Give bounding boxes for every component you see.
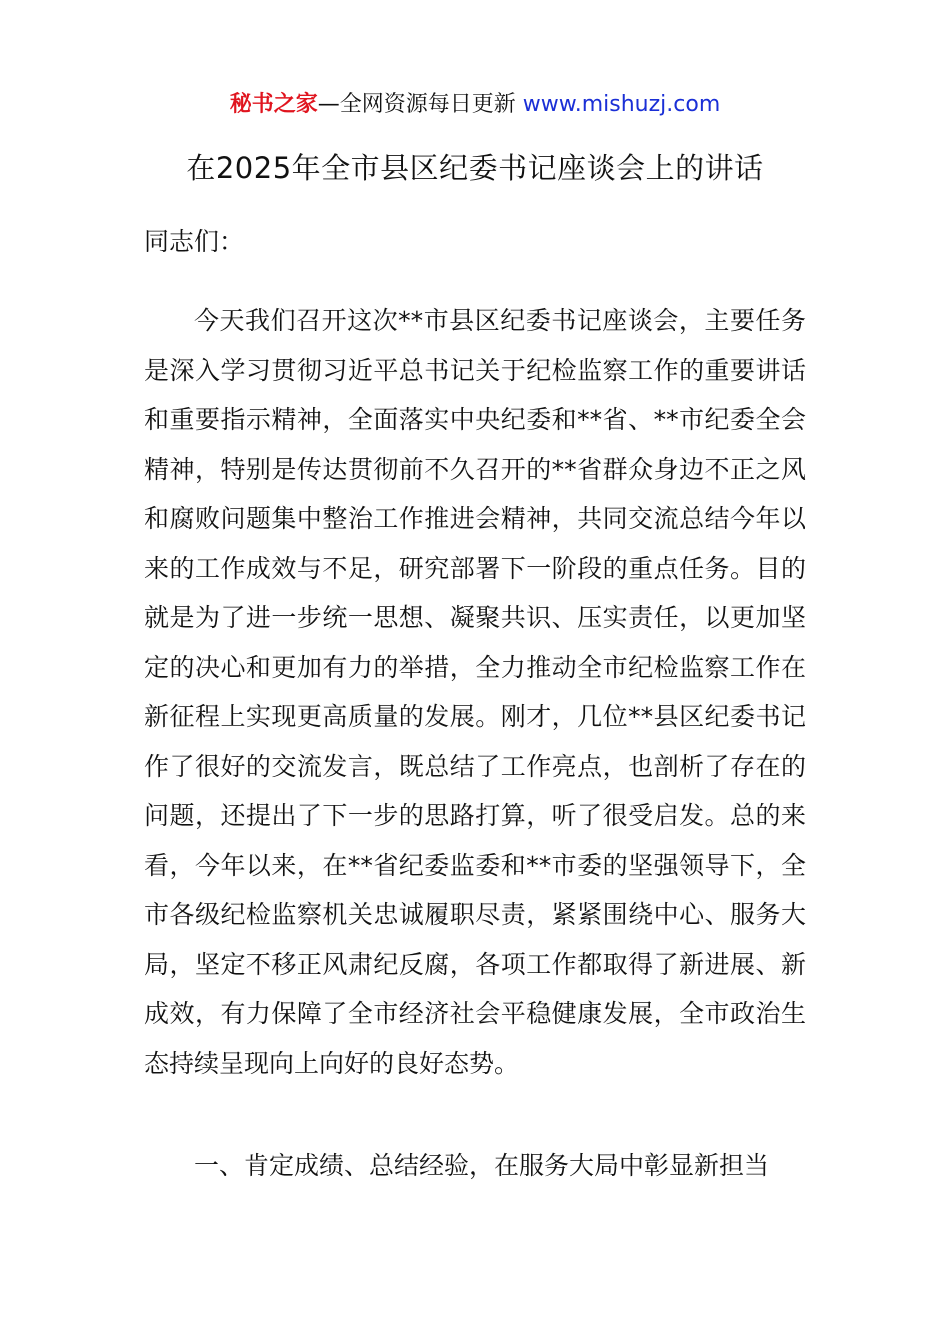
- body-paragraph: 今天我们召开这次**市县区纪委书记座谈会，主要任务是深入学习贯彻习近平总书记关于纪检监察工作的重要讲话和重要指示精神，全面落实中央纪委和**省、**市纪委全会精神，特别是传达贯彻前不久召开的**省群众身边不正之风和腐败问题集中整治工作推进会精神，共同交流总结今年以来的工作成效与不足，研究部署下一阶段的重点任务。目的就是为了进一步统一思想、凝聚共识、压实责任，以更加坚定的决心和更加有力的举措，全力推动全市纪检监察工作在新征程上实现更高质量的发展。刚才，几位**县区纪委书记作了很好的交流发言，既总结了工作亮点，也剖析了存在的问题，还提出了下一步的思路打算，听了很受启发。总的来看，今年以来，在**省纪委监委和**市委的坚强领导下，全市各级纪检监察机关忠诚履职尽责，紧紧围绕中心、服务大局，坚定不移正风肃纪反腐，各项工作都取得了新进展、新成效，有力保障了全市经济社会平稳健康发展，全市政治生态持续呈现向上向好的良好态势。: [144, 306, 806, 1078]
- header-tagline: —全网资源每日更新: [317, 92, 516, 117]
- brand-name: 秘书之家: [229, 92, 318, 117]
- site-url-link[interactable]: www.mishuzj.com: [522, 92, 721, 117]
- salutation: 同志们：: [144, 227, 245, 256]
- document-title: 在2025年全市县区纪委书记座谈会上的讲话: [186, 151, 764, 185]
- section-heading: 一、肯定成绩、总结经验，在服务大局中彰显新担当: [194, 1151, 770, 1180]
- site-header: [0, 88, 950, 122]
